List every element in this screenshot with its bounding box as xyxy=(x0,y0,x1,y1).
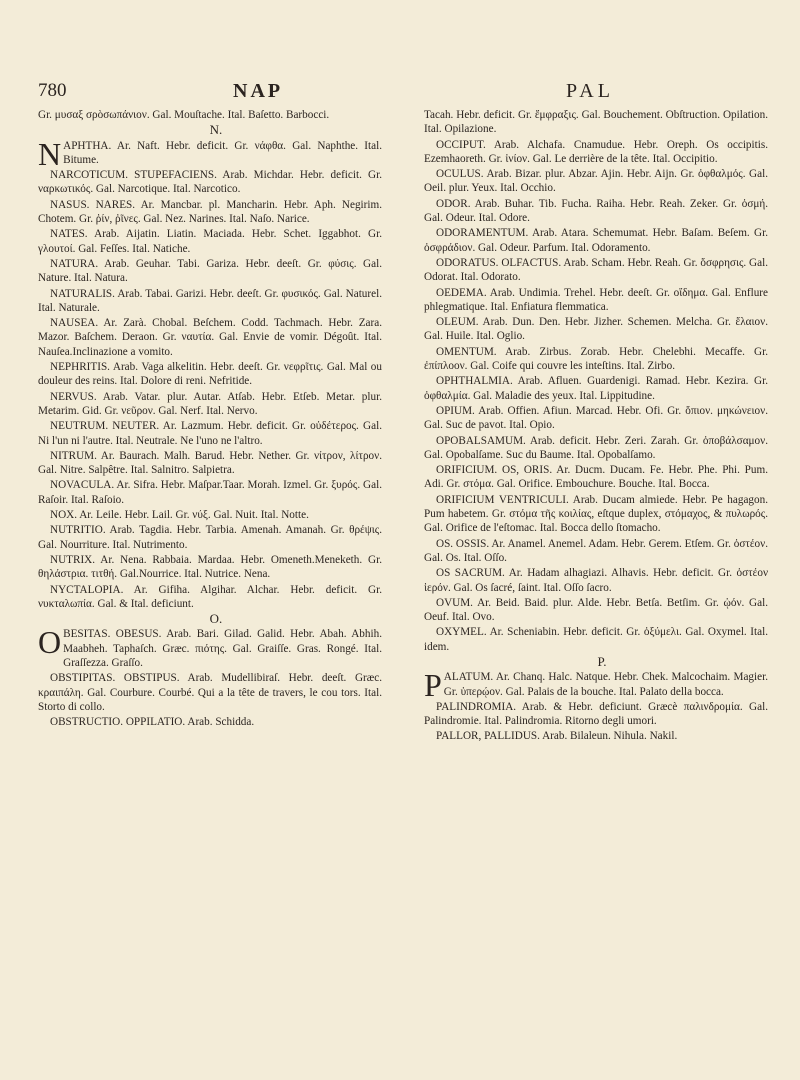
continuation-entry: Tacah. Hebr. deficit. Gr. ἔμφραξις. Gal. Bouchement. Obſtruction. Opilation. Ital. Opilazione. xyxy=(424,109,768,136)
dictionary-entry: NAUSEA. Ar. Zarà. Chobal. Beſchem. Codd. Tachmach. Hebr. Zara. Mazor. Baſchem. Deraon. Gr. ναυτία. Gal. Envie de vomir. Dégoût. Ital. Nauſea.Inclinazione a vomito. xyxy=(38,317,382,358)
dictionary-entry: NEUTRUM. NEUTER. Ar. Lazmum. Hebr. deficit. Gr. οὐδέτερος. Gal. Ni l'un ni l'autre. Ital. Neutrale. Ne l'uno ne l'altro. xyxy=(38,420,382,447)
dictionary-entry: NATURA. Arab. Geuhar. Tabi. Gariza. Hebr. deeſt. Gr. φύσις. Gal. Nature. Ital. Natura. xyxy=(38,257,382,285)
dictionary-entry: NUTRITIO. Arab. Tagdia. Hebr. Tarbia. Amenah. Amanah. Gr. θρέψις. Gal. Nourriture. Ital. Nutrimento. xyxy=(38,524,382,551)
dictionary-entry: ODORAMENTUM. Arab. Atara. Schemumat. Hebr. Baſam. Beſem. Gr. ὀσφράδιον. Gal. Odeur. Parfum. Ital. Odoramento. xyxy=(424,227,768,254)
dictionary-entry: OVUM. Ar. Beid. Baid. plur. Alde. Hebr. Betſa. Betſim. Gr. ᾠόν. Gal. Oeuf. Ital. Ovo. xyxy=(424,596,768,624)
dictionary-entry: OXYMEL. Ar. Scheniabin. Hebr. deficit. Gr. ὀξύμελι. Gal. Oxymel. Ital. idem. xyxy=(424,626,768,653)
dictionary-entry: OEDEMA. Arab. Undimia. Trehel. Hebr. deeſt. Gr. οἴδημα. Gal. Enflure phlegmatique. Ital. Enfiatura flemmatica. xyxy=(424,286,768,313)
dictionary-entry: OPOBALSAMUM. Arab. deficit. Hebr. Zeri. Zarah. Gr. ὀποβάλσαμον. Gal. Opobalſame. Suc du Baume. Ital. Opobalſamo. xyxy=(424,434,768,461)
right-column xyxy=(424,108,768,745)
dictionary-entry: NITRUM. Ar. Baurach. Malh. Barud. Hebr. Nether. Gr. νίτρον, λίτρον. Gal. Nitre. Salpêtre. Ital. Salnitro. Salpietra. xyxy=(38,449,382,477)
dictionary-entry: PALLOR, PALLIDUS. Arab. Bilaleun. Nihula. Nakil. xyxy=(436,730,678,743)
dictionary-entry: OBSTIPITAS. OBSTIPUS. Arab. Mudellibiraſ. Hebr. deeſt. Græc. κραιπάλη. Gal. Courbure. Courbé. Qui a la tête de travers, le cou tors. Ital. Storto di collo. xyxy=(38,672,382,713)
entry-text: ALATUM. Ar. Chanq. Halc. Natque. Hebr. Chek. Malcochaim. Magier. Gr. ὑπερῴον. Gal. Palais de la bouche. Ital. Palato della bocca. xyxy=(443,671,768,698)
left-column xyxy=(38,108,382,730)
drop-cap-p: P xyxy=(424,667,442,704)
dictionary-entry: NASUS. NARES. Ar. Mancbar. pl. Mancharin. Hebr. Aph. Negirim. Chotem. Gr. ῥίν, ῥῖνες. Gal. Nez. Narines. Ital. Naſo. Narice. xyxy=(38,198,382,226)
section-heading-o: O. xyxy=(209,611,223,627)
dictionary-entry: OCULUS. Arab. Bizar. plur. Abzar. Ajin. Hebr. Aijn. Gr. ὀφθαλμός. Gal. Oeil. plur. Yeux. Ital. Occhio. xyxy=(424,168,768,195)
dictionary-entry: NARCOTICUM. STUPEFACIENS. Arab. Michdar. Hebr. deficit. Gr. ναρκωτικός. Gal. Narcotique. Ital. Narcotico. xyxy=(38,169,382,196)
entry-palatum xyxy=(424,667,768,704)
entry-text: APHTHA. Ar. Naft. Hebr. deficit. Gr. νάφθα. Gal. Naphthe. Ital. Bitume. xyxy=(63,139,382,166)
dictionary-entry: ORIFICIUM VENTRICULI. Arab. Ducam almiede. Hebr. Pe hagagon. Pum habetem. Gr. στόμα τῆς κοιλίας, eſtque duplex, στόμαχος, & πυλωρός. Gal. Orifice de l'eſtomac. Ital. Bocca dello ſtomacho. xyxy=(424,493,768,535)
dictionary-entry: NOX. Ar. Leile. Hebr. Lail. Gr. νύξ. Gal. Nuit. Ital. Notte. xyxy=(50,509,309,522)
continuation-entry: Gr. μυσαξ σρὸσωπάνιον. Gal. Mouſtache. Ital. Baſetto. Barbocci. xyxy=(38,109,330,121)
dictionary-entry: NEPHRITIS. Arab. Vaga alkelitin. Hebr. deeſt. Gr. νεφρῖτις. Gal. Mal ou douleur des reins. Ital. Dolore di reni. Nefritide. xyxy=(38,361,382,388)
entry-naphtha xyxy=(38,135,382,172)
section-heading-p: P. xyxy=(597,653,607,669)
dictionary-entry: NERVUS. Arab. Vatar. plur. Autar. Atſab. Hebr. Etſeb. Metar. plur. Metarim. Gid. Gr. νεῦρον. Gal. Nerf. Ital. Nervo. xyxy=(38,390,382,417)
dictionary-entry: NATES. Arab. Aijatin. Liatin. Maciada. Hebr. Schet. Iggabhot. Gr. γλουτοί. Gal. Feſſes. Ital. Natiche. xyxy=(38,228,382,255)
dictionary-entry: PALINDROMIA. Arab. & Hebr. deficiunt. Græcè παλινδρομία. Gal. Palindromie. Ital. Palindromia. Ritorno degli umori. xyxy=(424,700,768,728)
page-number: 780 xyxy=(38,80,67,101)
dictionary-entry: OPHTHALMIA. Arab. Afluen. Guardenigi. Ramad. Hebr. Kezira. Gr. ὀφθαλμία. Gal. Maladie des yeux. Ital. Lippitudine. xyxy=(424,375,768,402)
dictionary-entry: NYCTALOPIA. Ar. Gifiha. Algihar. Alchar. Hebr. deficit. Gr. νυκταλωπία. Gal. & Ital. deficiunt. xyxy=(38,583,382,610)
dictionary-entry: OPIUM. Arab. Offien. Afiun. Marcad. Hebr. Ofi. Gr. ὄπιον. μηκώνειον. Gal. Suc de pavot. Ital. Opio. xyxy=(424,404,768,432)
dictionary-entry: NOVACULA. Ar. Sifra. Hebr. Maſpar.Taar. Morah. Izmel. Gr. ξυρός. Gal. Raſoir. Ital. Raſoio. xyxy=(38,479,382,506)
dictionary-entry: OCCIPUT. Arab. Alchafa. Cnamudue. Hebr. Oreph. Os occipitis. Ezemhaoreth. Gr. ἰνίον. Gal. Le derrière de la tête. Ital. Occipitio. xyxy=(424,138,768,165)
drop-cap-n: N xyxy=(38,135,62,172)
entry-text: BESITAS. OBESUS. Arab. Bari. Gilad. Galid. Hebr. Abah. Abhih. Maabheh. Taphaſch. Græc. πιότης. Gal. Graiſſe. Gras. Rongé. Ital. Graſſezza. Graſſo. xyxy=(63,628,382,669)
entry-obesitas xyxy=(38,624,382,670)
dictionary-entry: ODORATUS. OLFACTUS. Arab. Scham. Hebr. Reah. Gr. ὄσφρησις. Gal. Odorat. Ital. Odorato. xyxy=(424,256,768,284)
dictionary-entry: OLEUM. Arab. Dun. Den. Hebr. Jizher. Schemen. Melcha. Gr. ἔλαιον. Gal. Huile. Ital. Oglio. xyxy=(424,316,768,343)
dictionary-entry: NATURALIS. Arab. Tabai. Garizi. Hebr. deeſt. Gr. φυσικός. Gal. Naturel. Ital. Naturale. xyxy=(38,287,382,314)
dictionary-entry: ODOR. Arab. Buhar. Tib. Fucha. Raiha. Hebr. Reah. Zeker. Gr. ὀσμή. Gal. Odeur. Ital. Odore. xyxy=(424,197,768,225)
dictionary-entry: OBSTRUCTIO. OPPILATIO. Arab. Schidda. xyxy=(50,716,255,729)
dictionary-entry: OMENTUM. Arab. Zirbus. Zorab. Hebr. Chelebhi. Mecaffe. Gr. ἐπίπλοον. Gal. Coife qui couvre les inteſtins. Ital. Zirbo. xyxy=(424,345,768,373)
section-heading-n: N. xyxy=(209,122,223,138)
dictionary-entry: NUTRIX. Ar. Nena. Rabbaia. Mardaa. Hebr. Omeneth.Meneketh. Gr. θηλάστρια. τιτθή. Gal.Nourrice. Ital. Nutrice. Nena. xyxy=(38,553,382,581)
right-running-headword: PAL xyxy=(566,80,614,102)
left-running-headword: NAP xyxy=(233,80,284,102)
page-header xyxy=(38,80,768,108)
dictionary-entry: ORIFICIUM. OS, ORIS. Ar. Ducm. Ducam. Fe. Hebr. Phe. Phi. Pum. Adi. Gr. στόμα. Gal. Orifice. Embouchure. Bouche. Ital. Bocca. xyxy=(424,464,768,491)
dictionary-entry: OS. OSSIS. Ar. Anamel. Anemel. Adam. Hebr. Gerem. Etſem. Gr. ὀστέον. Gal. Os. Ital. Oſſo. xyxy=(424,537,768,564)
drop-cap-o: O xyxy=(38,624,62,661)
dictionary-entry: OS SACRUM. Ar. Hadam alhagiazi. Alhavis. Hebr. deficit. Gr. ὀστέον ἱερόν. Gal. Os ſacré, ſaint. Ital. Oſſo ſacro. xyxy=(424,567,768,594)
